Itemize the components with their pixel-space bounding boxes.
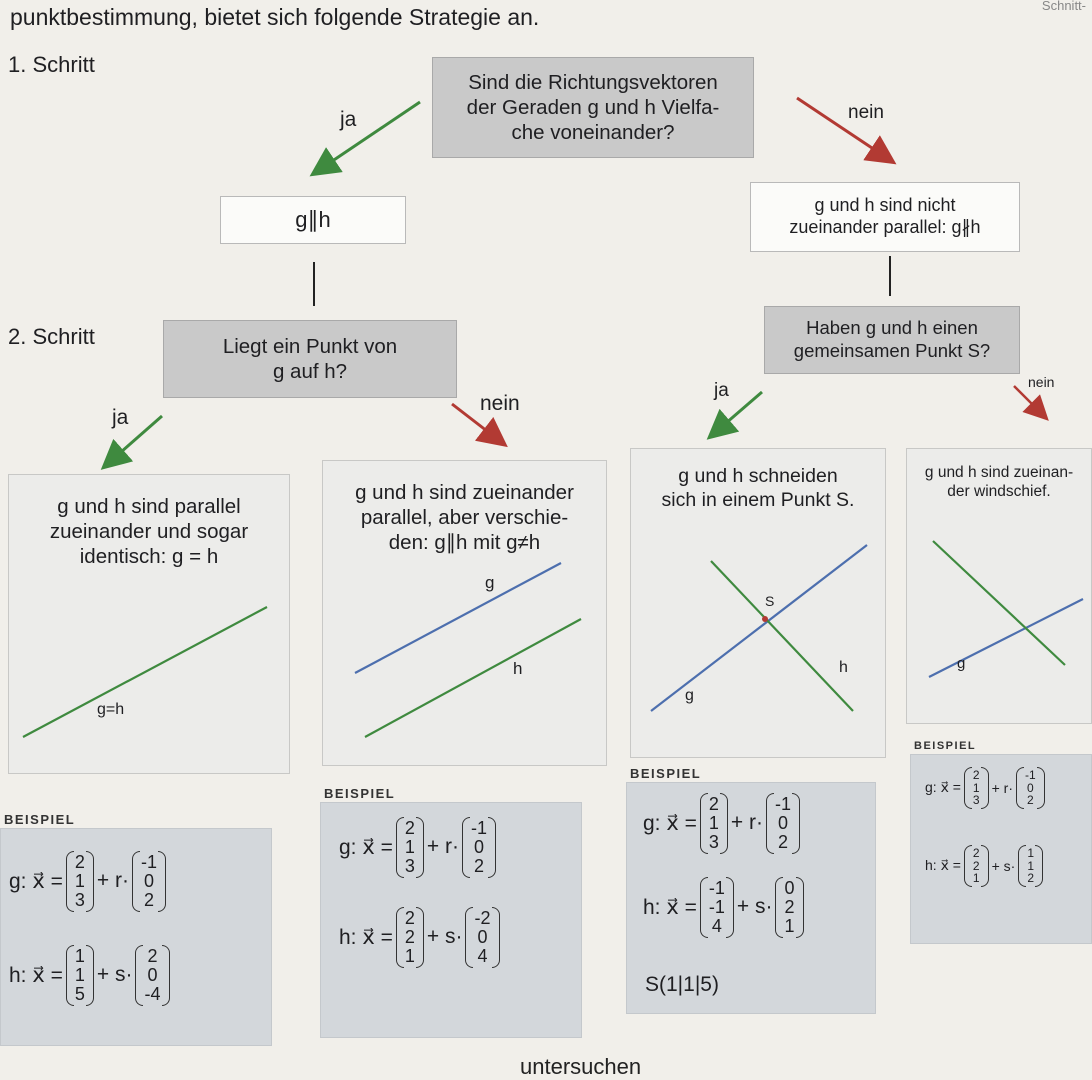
graph-label-g-equals-h: g=h xyxy=(97,701,125,718)
label-nein-1: nein xyxy=(848,102,884,123)
label-ja-2: ja xyxy=(112,406,129,429)
line-g xyxy=(651,545,867,711)
line-g xyxy=(355,563,561,673)
step-1-label: 1. Schritt xyxy=(8,52,95,77)
line-h xyxy=(365,619,581,737)
graph-label-s: S xyxy=(765,593,775,609)
example-parallel xyxy=(320,802,582,1038)
example-skew xyxy=(910,754,1092,944)
graph-label-g: g xyxy=(485,573,495,592)
arrow-ja-1 xyxy=(322,102,420,168)
line-h xyxy=(711,561,853,711)
intersection-point: S(1|1|5) xyxy=(645,973,719,996)
question-common-point: Haben g und h einen gemeinsamen Punkt S? xyxy=(764,306,1020,374)
graph-skew xyxy=(907,449,1092,725)
label-ja-1: ja xyxy=(340,108,357,131)
graph-identical xyxy=(9,475,291,775)
example-label-4: BEISPIEL xyxy=(914,740,977,752)
question-direction-vectors: Sind die Richtungsvektoren der Geraden g und h Vielfa- che voneinander? xyxy=(432,57,754,158)
graph-label-h: h xyxy=(839,659,848,676)
example-intersect xyxy=(626,782,876,1014)
case-intersect-panel xyxy=(630,448,886,758)
graph-label-h: h xyxy=(513,659,523,678)
case-skew-panel xyxy=(906,448,1092,724)
question-point-on-h: Liegt ein Punkt von g auf h? xyxy=(163,320,457,398)
case-skew-text: g und h sind zueinan- der windschief. xyxy=(924,464,1074,500)
equation-h: h: x⃗ = 2 2 1 + s· 1 1 2 xyxy=(925,845,1046,887)
case-identical-text: g und h sind parallel zueinander und sogar identisch: g = h xyxy=(49,494,249,568)
label-nein-3: nein xyxy=(1028,374,1055,390)
example-label-3: BEISPIEL xyxy=(630,766,702,781)
equation-h: h: x⃗ = 1 1 5 + s· 2 0 -4 xyxy=(9,945,173,1006)
intro-text: punktbestimmung, bietet sich folgende Strategie an. xyxy=(10,4,540,30)
point-s xyxy=(762,616,768,622)
equation-g: g: x⃗ = 2 1 3 + r· -1 0 2 xyxy=(339,817,499,878)
equation-h: h: x⃗ = 2 2 1 + s· -2 0 4 xyxy=(339,907,503,968)
graph-label-g: g xyxy=(957,655,966,672)
graph-parallel xyxy=(323,461,608,767)
case-identical-panel xyxy=(8,474,290,774)
case-intersect-text: g und h schneiden sich in einem Punkt S. xyxy=(661,465,855,511)
graph-label-g: g xyxy=(685,687,694,704)
equation-g: g: x⃗ = 2 1 3 + r· -1 0 2 xyxy=(643,793,803,854)
case-parallel-text: g und h sind zueinander parallel, aber verschie- den: g∥h mit g≠h xyxy=(355,480,574,554)
example-label-1: BEISPIEL xyxy=(4,812,76,827)
case-parallel-panel xyxy=(322,460,607,766)
box-parallel: g∥h xyxy=(220,196,406,244)
box-not-parallel: g und h sind nicht zueinander parallel: g∦h xyxy=(750,182,1020,252)
step-2-label: 2. Schritt xyxy=(8,324,95,349)
footer-text: untersuchen xyxy=(520,1054,642,1079)
line-g-equals-h xyxy=(23,607,267,737)
equation-g: g: x⃗ = 2 1 3 + r· -1 0 2 xyxy=(9,851,169,912)
example-label-2: BEISPIEL xyxy=(324,786,396,801)
equation-h: h: x⃗ = -1 -1 4 + s· 0 2 1 xyxy=(643,877,807,938)
label-ja-3: ja xyxy=(714,380,729,401)
example-identical xyxy=(0,828,272,1046)
graph-intersect xyxy=(631,449,887,759)
equation-g: g: x⃗ = 2 1 3 + r· -1 0 2 xyxy=(925,767,1048,809)
line-h xyxy=(933,541,1065,665)
label-nein-2: nein xyxy=(480,392,520,415)
corner-text: Schnitt- xyxy=(1041,0,1086,13)
